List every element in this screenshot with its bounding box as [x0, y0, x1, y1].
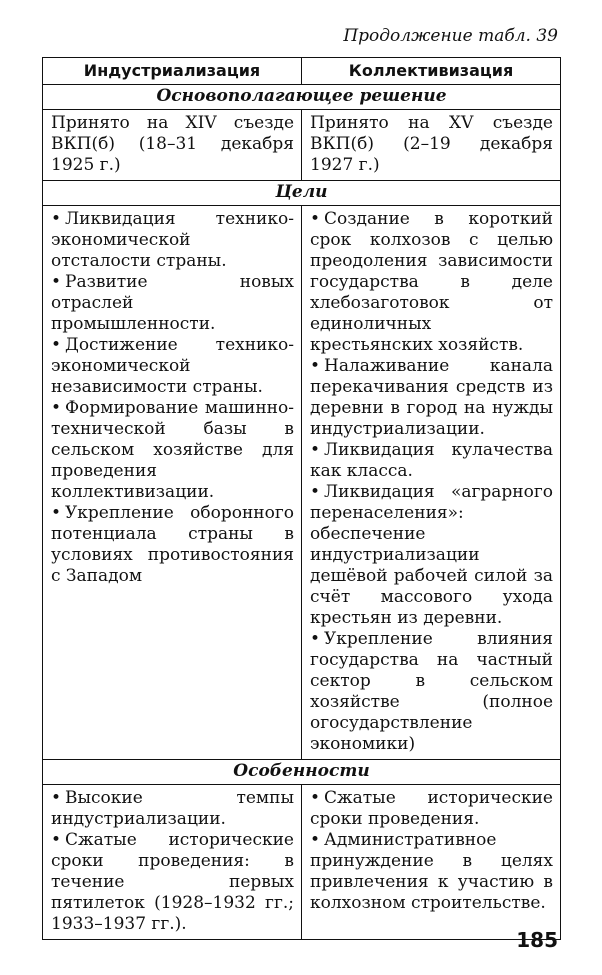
bullet-icon: •: [310, 356, 321, 376]
industrialization-cell: [43, 785, 302, 940]
collectivization-cell: [302, 206, 561, 760]
bullet-icon: •: [310, 830, 321, 850]
table-caption: Продолжение табл. 39: [343, 26, 558, 46]
list-item: [51, 503, 294, 587]
bullet-icon: •: [310, 629, 321, 649]
list-item: [310, 113, 553, 176]
bullet-icon: •: [310, 209, 321, 229]
page-number: 185: [516, 928, 558, 952]
list-item: [51, 209, 294, 272]
list-item-text: Принято на XIV съезде ВКП(б) (18–31 декабря 1925 г.): [51, 113, 294, 175]
bullet-icon: •: [310, 482, 321, 502]
list-item-text: Создание в короткий срок колхозов с целью преодоления зависимости государства в деле хлебозаготовок от единоличных крестьянских хозяйств.: [310, 209, 553, 355]
collectivization-cell: [302, 785, 561, 940]
list-item: [310, 830, 553, 914]
bullet-icon: •: [310, 788, 321, 808]
list-item: [310, 629, 553, 755]
section-content-row: [43, 785, 561, 940]
list-item-text: Административное принуждение в целях привлечения к участию в колхозном строительстве.: [310, 830, 553, 913]
header-row: [43, 58, 561, 85]
list-item-text: Укрепление оборонного потенциала страны в условиях противостояния с Западом: [51, 503, 294, 586]
list-item-text: Укрепление влияния государства на частный сектор в сельском хозяйстве (полное огосударствление экономики): [310, 629, 553, 754]
section-title: Цели: [43, 181, 561, 206]
bullet-icon: •: [51, 272, 62, 292]
section-header-row: [43, 760, 561, 785]
section-content-row: [43, 206, 561, 760]
list-item-text: Принято на XV съезде ВКП(б) (2–19 декабря 1927 г.): [310, 113, 553, 175]
bullet-icon: •: [51, 503, 62, 523]
section-header-row: [43, 85, 561, 110]
list-item: [310, 440, 553, 482]
bullet-icon: •: [51, 830, 62, 850]
section-title: Особенности: [43, 760, 561, 785]
industrialization-cell: [43, 206, 302, 760]
list-item: [51, 788, 294, 830]
list-item-text: Высокие темпы индустриализации.: [51, 788, 294, 829]
list-item: [310, 209, 553, 356]
list-item-text: Формирование машинно-технической базы в сельском хозяйстве для проведения коллективизации.: [51, 398, 294, 502]
list-item-text: Развитие новых отраслей промышленности.: [51, 272, 294, 334]
section-header-row: [43, 181, 561, 206]
section-title: Основополагающее решение: [43, 85, 561, 110]
list-item-text: Ликвидация кулачества как класса.: [310, 440, 553, 481]
list-item: [51, 113, 294, 176]
list-item-text: Ликвидация «аграрного перенаселения»: обеспечение индустриализации дешёвой рабочей силой за счёт массового ухода крестьян из деревни.: [310, 482, 553, 628]
bullet-icon: •: [310, 440, 321, 460]
list-item-text: Ликвидация технико-экономической отсталости страны.: [51, 209, 294, 271]
bullet-icon: •: [51, 788, 62, 808]
list-item: [51, 398, 294, 503]
column-header-industrialization: Индустриализация: [43, 58, 302, 85]
bullet-icon: •: [51, 209, 62, 229]
list-item: [310, 356, 553, 440]
list-item: [310, 482, 553, 629]
list-item-text: Сжатые исторические сроки проведения.: [310, 788, 553, 829]
column-header-collectivization: Коллективизация: [302, 58, 561, 85]
table-body: [43, 85, 561, 940]
list-item-text: Налаживание канала перекачивания средств из деревни в город на нужды индустриализации.: [310, 356, 553, 439]
list-item: [310, 788, 553, 830]
comparison-table: [42, 57, 561, 940]
list-item: [51, 335, 294, 398]
list-item: [51, 272, 294, 335]
list-item: [51, 830, 294, 935]
bullet-icon: •: [51, 398, 62, 418]
list-item-text: Достижение технико-экономической независимости страны.: [51, 335, 294, 397]
industrialization-cell: [43, 110, 302, 181]
section-content-row: [43, 110, 561, 181]
list-item-text: Сжатые исторические сроки проведения: в течение первых пятилеток (1928–1932 гг.; 1933–1937 гг.).: [51, 830, 294, 934]
collectivization-cell: [302, 110, 561, 181]
bullet-icon: •: [51, 335, 62, 355]
